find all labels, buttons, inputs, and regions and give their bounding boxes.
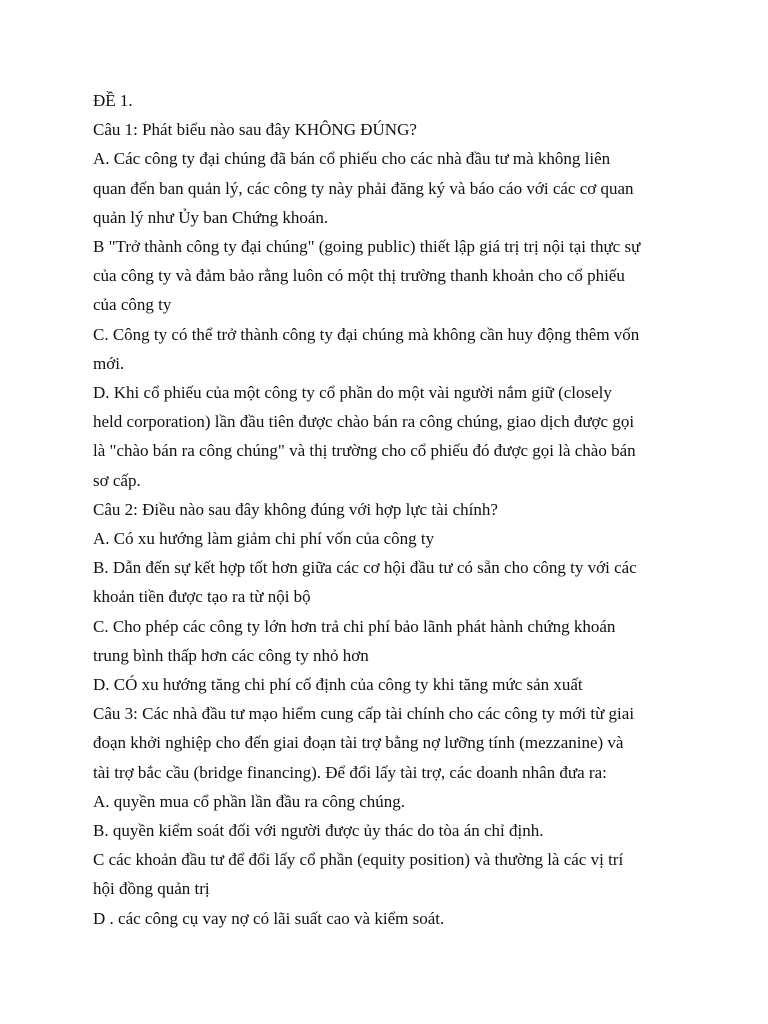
question-1-option-a: A. Các công ty đại chúng đã bán cổ phiếu cho các nhà đầu tư mà không liên xyxy=(93,149,611,169)
question-2-stem: Câu 2: Điều nào sau đây không đúng với hợp lực tài chính? xyxy=(93,499,498,519)
question-1-stem: Câu 1: Phát biểu nào sau đây KHÔNG ĐÚNG? xyxy=(93,120,417,140)
question-1-option-b: của công ty và đảm bảo rằng luôn có một thị trường thanh khoản cho cổ phiếu xyxy=(93,266,625,286)
question-1-option-d: D. Khi cổ phiếu của một công ty cổ phần do một vài người nắm giữ (closely xyxy=(93,383,612,403)
question-3-stem: Câu 3: Các nhà đầu tư mạo hiểm cung cấp tài chính cho các công ty mới từ giai xyxy=(93,704,635,724)
question-3-stem: đoạn khởi nghiệp cho đến giai đoạn tài trợ bằng nợ lưỡng tính (mezzanine) và xyxy=(93,733,624,753)
question-2-option-b: khoản tiền được tạo ra từ nội bộ xyxy=(93,587,311,607)
question-2-option-d: D. CÓ xu hướng tăng chi phí cố định của công ty khi tăng mức sản xuất xyxy=(93,675,583,695)
question-1-option-d: sơ cấp. xyxy=(93,470,141,490)
document-body xyxy=(93,86,693,933)
question-3-option-d: D . các công cụ vay nợ có lãi suất cao và kiểm soát. xyxy=(93,908,445,928)
exam-title: ĐỀ 1. xyxy=(93,91,133,110)
question-1-option-d: held corporation) lần đầu tiên được chào bán ra công chúng, giao dịch được gọi xyxy=(93,412,635,432)
question-3-option-c: hội đồng quản trị xyxy=(93,879,210,899)
question-2-option-b: B. Dẫn đến sự kết hợp tốt hơn giữa các cơ hội đầu tư có sẵn cho công ty với các xyxy=(93,558,637,578)
question-2-option-c: trung bình thấp hơn các công ty nhỏ hơn xyxy=(93,645,369,665)
question-2-option-c: C. Cho phép các công ty lớn hơn trả chi phí bảo lãnh phát hành chứng khoán xyxy=(93,616,616,636)
question-1-option-a: quản lý như Ủy ban Chứng khoán. xyxy=(93,207,329,227)
question-2-option-a: A. Có xu hướng làm giảm chi phí vốn của công ty xyxy=(93,529,435,549)
question-3-option-b: B. quyền kiểm soát đối với người được ủy thác do tòa án chỉ định. xyxy=(93,821,544,841)
question-1-option-d: là "chào bán ra công chúng" và thị trường cho cổ phiếu đó được gọi là chào bán xyxy=(93,441,636,461)
question-1-option-c: mới. xyxy=(93,353,125,373)
question-1-option-b: của công ty xyxy=(93,295,172,315)
question-3-option-c: C các khoản đầu tư để đổi lấy cổ phần (equity position) và thường là các vị trí xyxy=(93,850,624,870)
question-3-option-a: A. quyền mua cổ phần lần đầu ra công chúng. xyxy=(93,791,406,811)
question-1-option-b: B "Trở thành công ty đại chúng" (going public) thiết lập giá trị trị nội tại thực sự xyxy=(93,237,641,257)
question-1-option-c: C. Công ty có thể trở thành công ty đại chúng mà không cần huy động thêm vốn xyxy=(93,324,640,344)
question-3-stem: tài trợ bắc cầu (bridge financing). Để đổi lấy tài trợ, các doanh nhân đưa ra: xyxy=(93,762,607,782)
question-1-option-a: quan đến ban quản lý, các công ty này phải đăng ký và báo cáo với các cơ quan xyxy=(93,178,634,198)
